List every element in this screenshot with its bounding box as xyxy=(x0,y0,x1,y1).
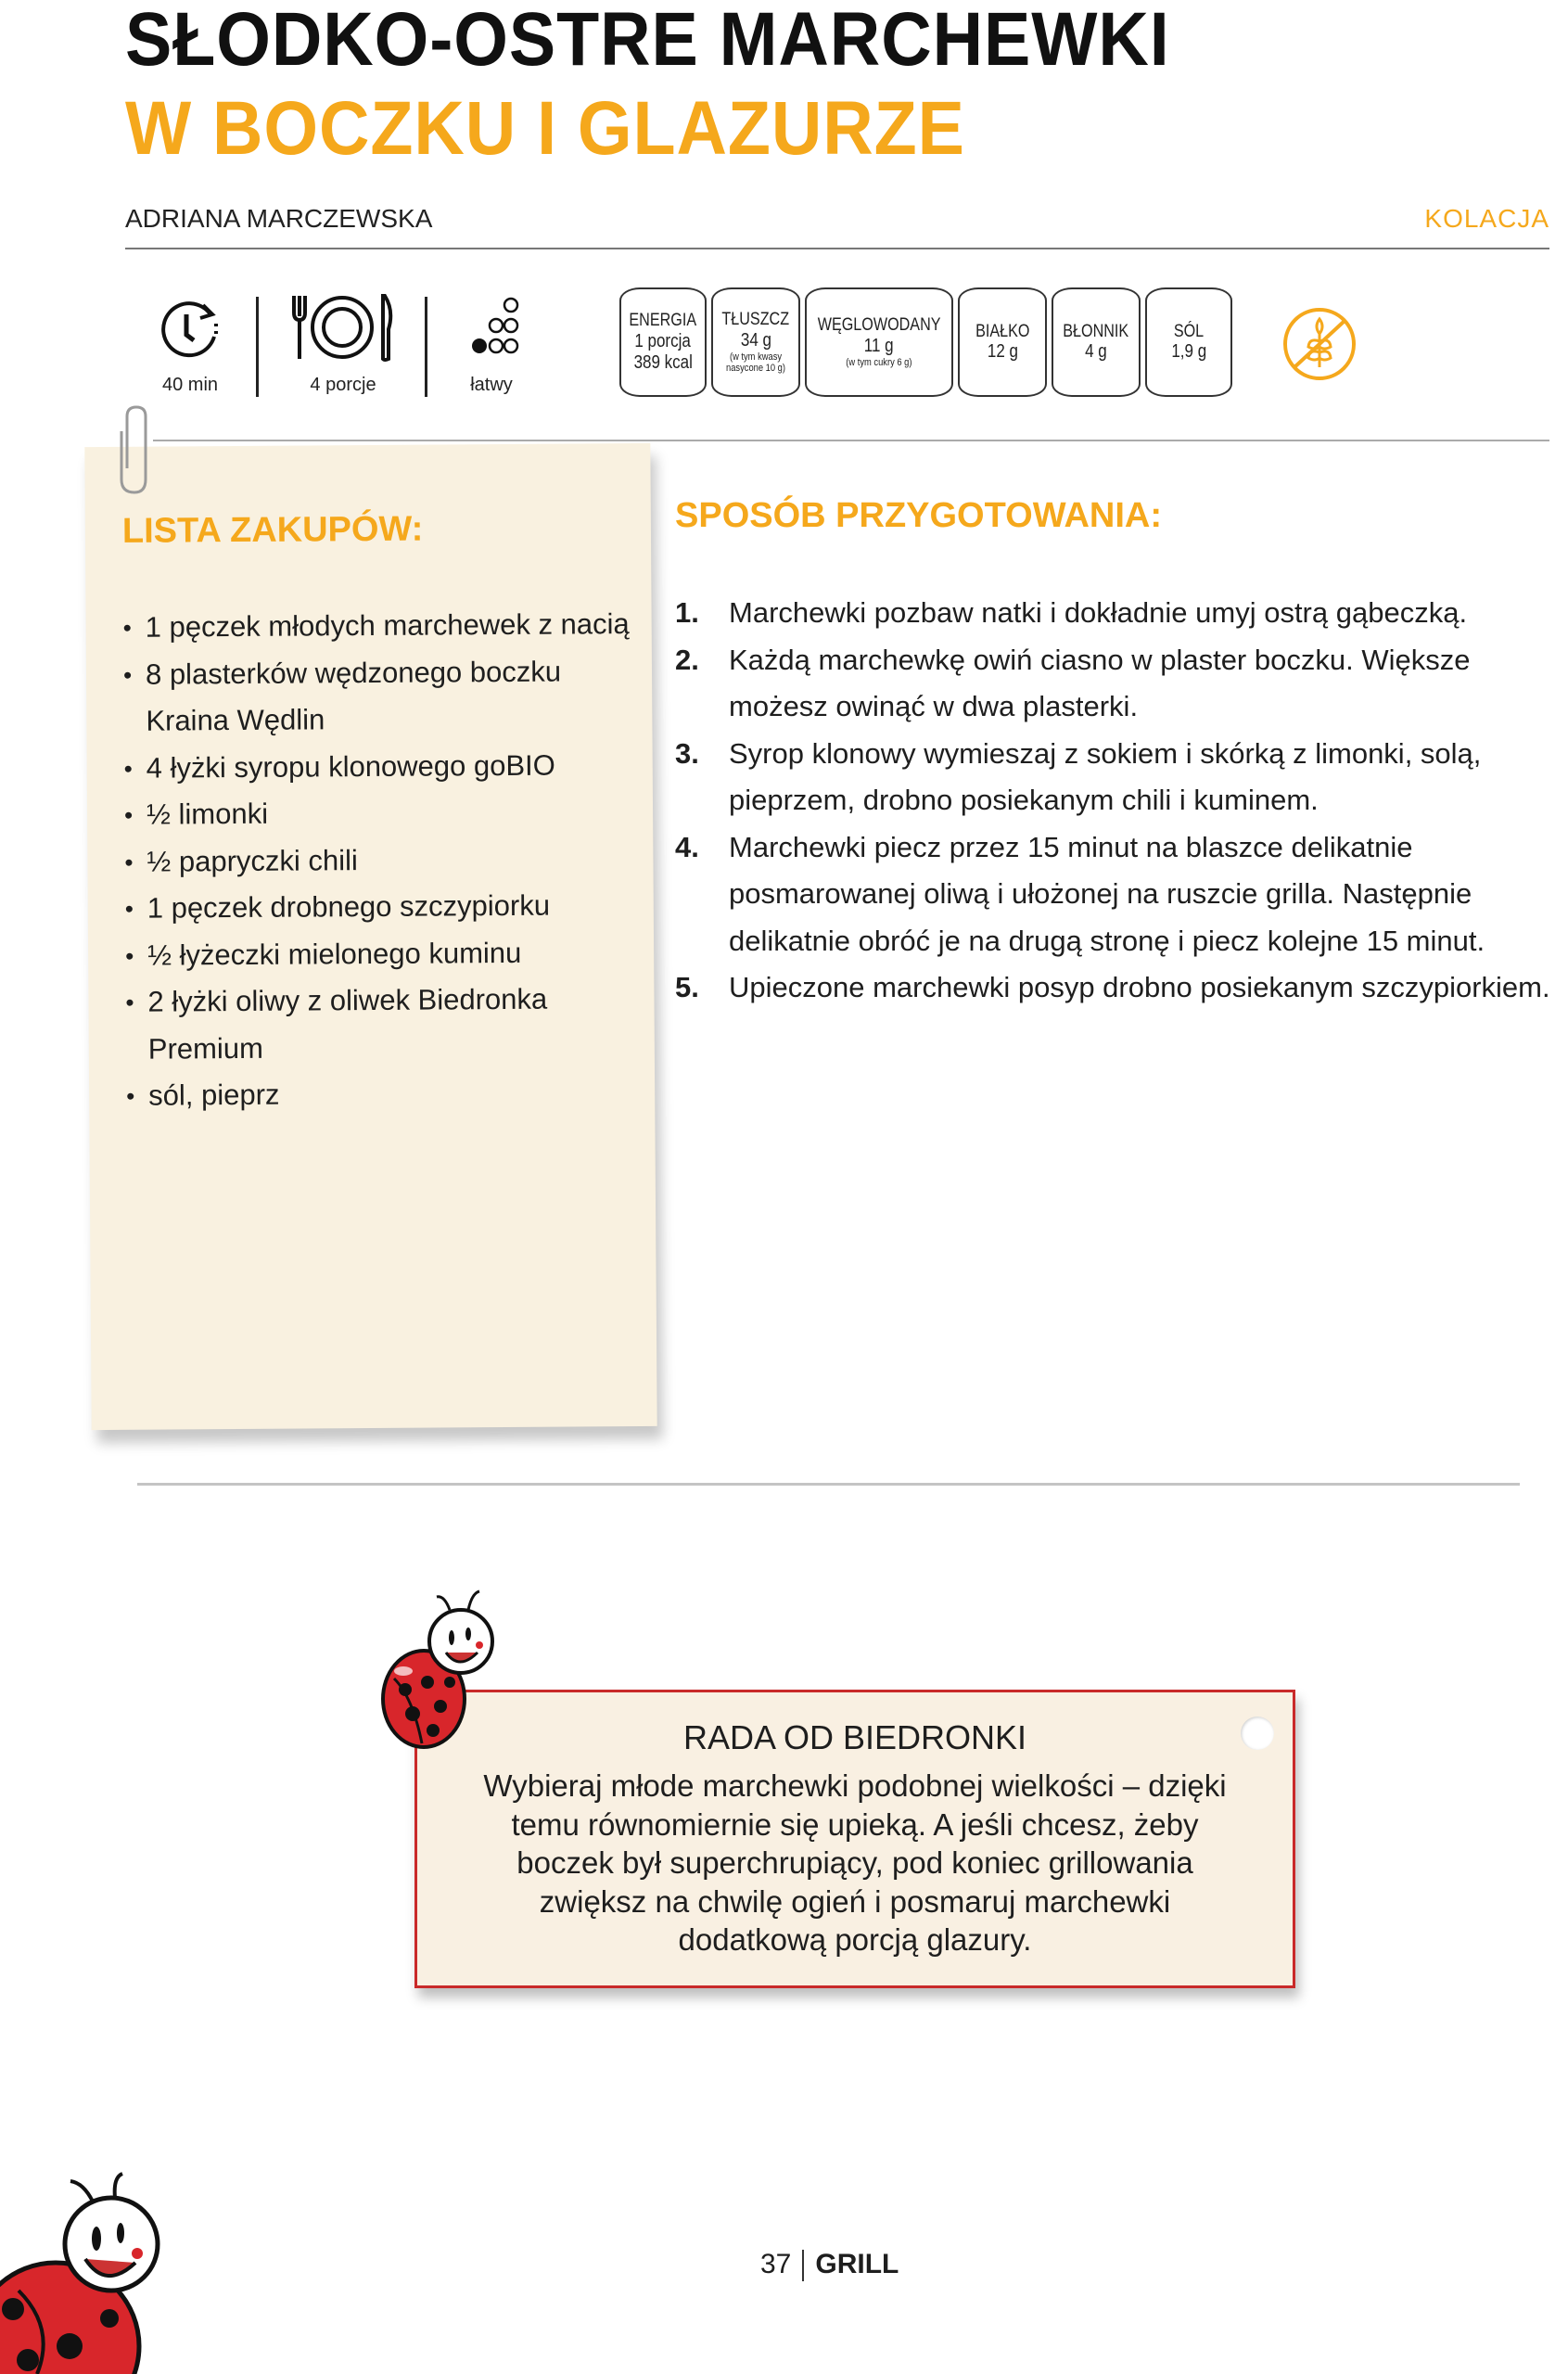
step-text: Marchewki pozbaw natki i dokładnie umyj ostrą gąbeczką. xyxy=(729,596,1468,629)
ingredient-item: • ½ łyżeczki mielonego kuminu xyxy=(125,928,644,978)
step-number: 4. xyxy=(675,830,699,863)
nutrition-sub: (w tym cukry 6 g) xyxy=(846,357,912,369)
plate-cutlery-icon xyxy=(288,287,398,371)
section-name: GRILL xyxy=(815,2249,899,2279)
clock-icon xyxy=(157,287,223,371)
meta-divider xyxy=(153,440,1549,441)
page-number: 37 xyxy=(760,2249,792,2279)
category-label: KOLACJA xyxy=(1424,204,1549,233)
step-item xyxy=(675,824,1556,965)
nutrition-salt xyxy=(1145,287,1232,397)
nutrition-value: 34 g xyxy=(740,329,771,351)
servings-label: 4 porcje xyxy=(310,375,376,395)
difficulty-dots-icon xyxy=(459,287,524,371)
nutrition-carbs xyxy=(805,287,953,397)
footer-separator xyxy=(802,2250,804,2281)
preparation-title: SPOSÓB PRZYGOTOWANIA: xyxy=(675,496,1163,535)
step-item xyxy=(675,731,1556,824)
preparation-steps xyxy=(675,590,1556,1012)
gluten-free-icon xyxy=(1281,306,1358,382)
ingredient-item: • ½ limonki xyxy=(124,788,644,838)
nutrition-protein xyxy=(958,287,1047,397)
ingredient-item: • sól, pieprz xyxy=(126,1069,645,1119)
section-divider xyxy=(137,1483,1520,1486)
step-item xyxy=(675,637,1556,731)
nutrition-name: SÓL xyxy=(1173,321,1205,341)
tip-box xyxy=(414,1690,1295,1988)
step-text: Upieczone marchewki posyp drobno posiekanym szczypiorkiem. xyxy=(729,971,1550,1003)
meta-separator xyxy=(425,297,427,397)
nutrition-fat xyxy=(711,287,800,397)
ingredient-item: • 1 pęczek młodych marchewek z nacią xyxy=(122,601,642,651)
time-label: 40 min xyxy=(161,375,219,395)
step-number: 2. xyxy=(675,643,699,676)
ladybug-mascot-icon xyxy=(376,1586,505,1753)
difficulty-label: łatwy xyxy=(470,375,513,395)
ingredient-item: • 4 łyżki syropu klonowego goBIO xyxy=(124,741,644,791)
meta-difficulty xyxy=(454,287,529,408)
shopping-list-card xyxy=(84,443,657,1430)
step-text: Syrop klonowy wymieszaj z sokiem i skórką z limonki, solą, pieprzem, drobno posiekanym chili i kuminem. xyxy=(729,736,1482,816)
nutrition-value: 11 g xyxy=(864,336,894,357)
step-number: 1. xyxy=(675,596,699,629)
nutrition-name: TŁUSZCZ xyxy=(721,309,790,329)
step-text: Marchewki piecz przez 15 minut na blaszce delikatnie posmarowanej oliwą i ułożonej na ruszcie grilla. Następnie delikatnie obróć je na drugą stronę i piecz kolejne 15 minut. xyxy=(729,830,1485,957)
step-text: Każdą marchewkę owiń ciasno w plaster boczku. Większe możesz owinąć w dwa plasterki. xyxy=(729,643,1471,722)
shopping-list-title: LISTA ZAKUPÓW: xyxy=(121,509,424,551)
step-number: 3. xyxy=(675,736,699,770)
header-divider xyxy=(125,248,1549,249)
ingredient-item: • 8 plasterków wędzonego boczku Kraina Wędlin xyxy=(123,647,644,745)
nutrition-name: BIAŁKO xyxy=(975,321,1030,341)
nutrition-name: BŁONNIK xyxy=(1063,321,1129,341)
ladybug-corner-icon xyxy=(0,2170,167,2374)
nutrition-energy xyxy=(619,287,707,397)
step-number: 5. xyxy=(675,971,699,1003)
nutrition-value: 389 kcal xyxy=(633,351,693,373)
nutrition-value: 12 g xyxy=(987,341,1018,363)
nutrition-value: 4 g xyxy=(1085,341,1107,363)
tip-title: RADA OD BIEDRONKI xyxy=(682,1718,1027,1756)
nutrition-value: 1 porcja xyxy=(634,330,692,351)
step-item xyxy=(675,964,1556,1012)
ingredient-list xyxy=(122,601,645,1119)
nutrition-sub: (w tym kwasy nasycone 10 g) xyxy=(726,351,785,375)
ingredient-item: • 1 pęczek drobnego szczypiorku xyxy=(125,882,644,932)
paperclip-icon xyxy=(116,403,153,496)
nutrition-name: WĘGLOWODANY xyxy=(817,315,941,336)
meta-separator xyxy=(256,297,259,397)
nutrition-name: ENERGIA xyxy=(629,311,697,331)
nutrition-value: 1,9 g xyxy=(1171,341,1206,363)
recipe-title-line1: SŁODKO-OSTRE MARCHEWKI xyxy=(125,0,1170,82)
ingredient-item: • ½ papryczki chili xyxy=(124,835,644,885)
author-name: ADRIANA MARCZEWSKA xyxy=(125,204,433,233)
tip-text: Wybieraj młode marchewki podobnej wielkości – dzięki temu równomiernie się upieką. A jeśli chcesz, żeby boczek był superchrupiący, pod koniec grillowania zwiększ na chwilę ogień i posmaruj marchewki dodatkową porcją glazury. xyxy=(483,1768,1227,1957)
ingredient-item: • 2 łyżki oliwy z oliwek Biedronka Premium xyxy=(125,976,645,1073)
nutrition-fiber xyxy=(1052,287,1141,397)
step-item xyxy=(675,590,1556,637)
page-footer xyxy=(760,2249,899,2281)
recipe-title-line2: W BOCZKU I GLAZURZE xyxy=(125,86,965,171)
meta-time xyxy=(153,287,227,408)
meta-servings xyxy=(283,287,403,408)
